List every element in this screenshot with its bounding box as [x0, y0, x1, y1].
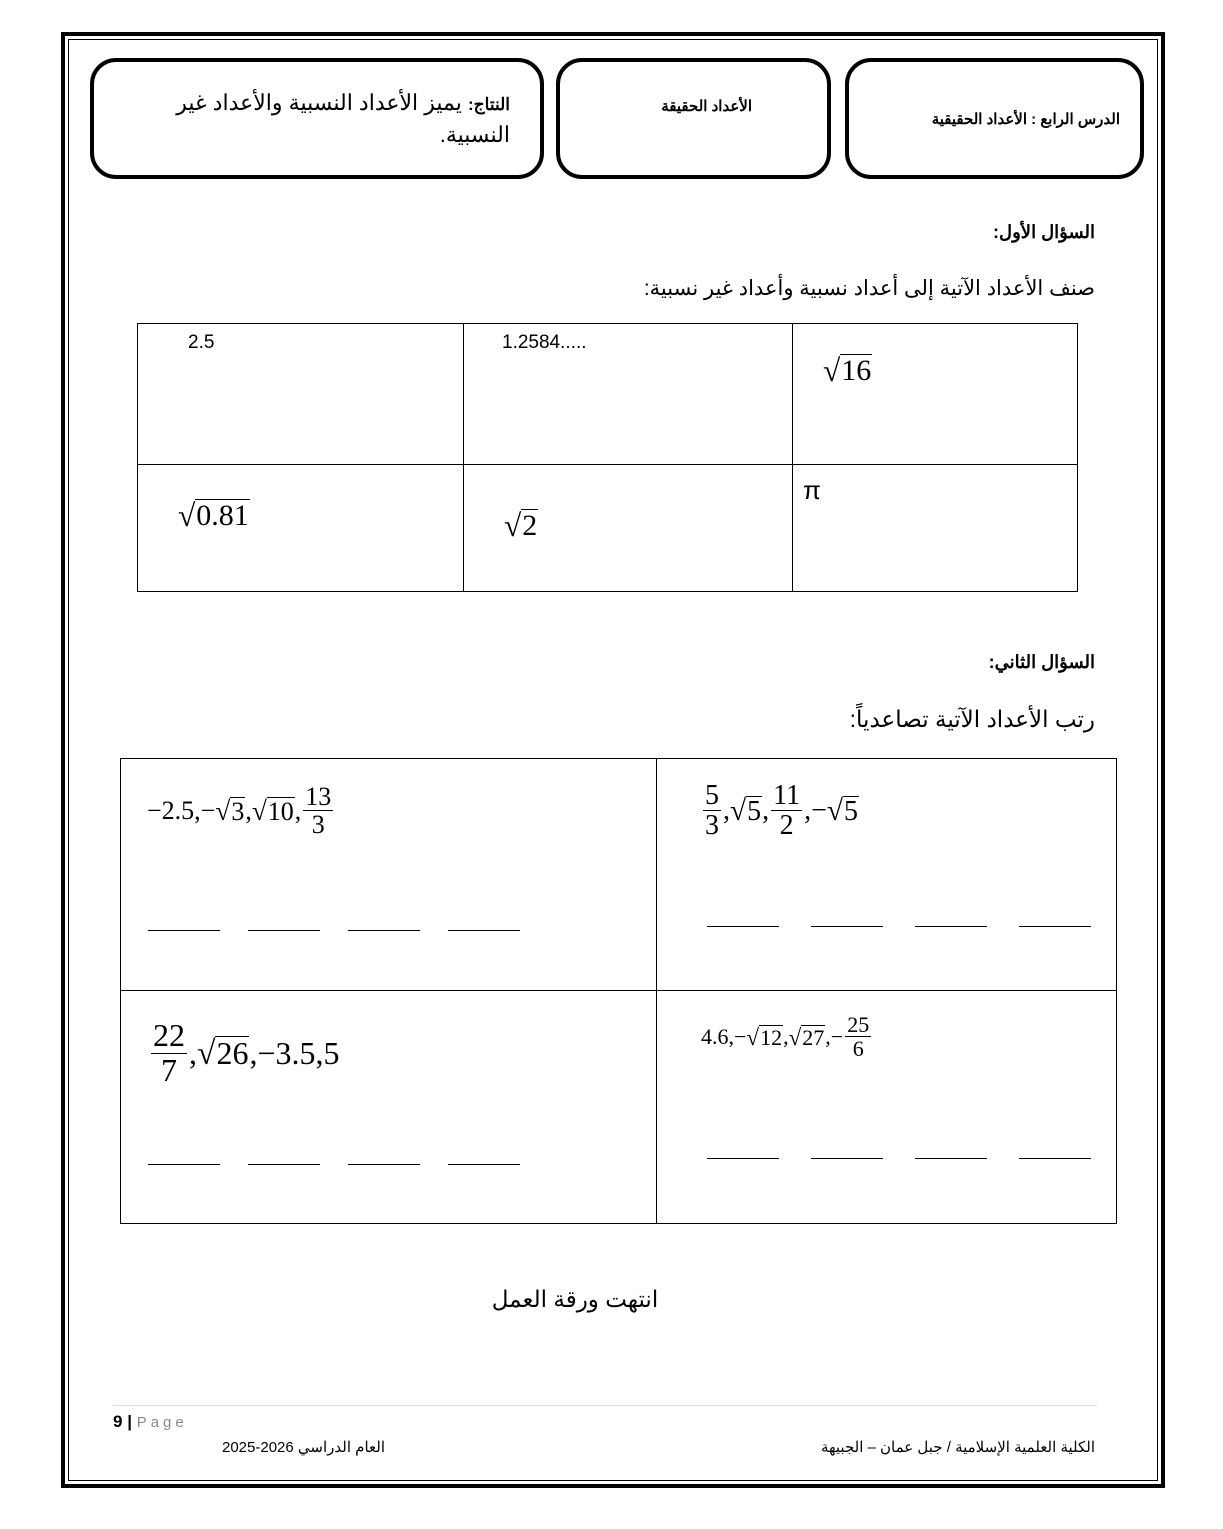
q1-cell — [138, 465, 464, 592]
blank[interactable] — [811, 1157, 883, 1159]
blank[interactable] — [248, 1163, 320, 1165]
fraction — [845, 1013, 871, 1060]
radical-icon: √ — [746, 1023, 760, 1050]
page-number: 9 — [113, 1412, 123, 1431]
math-text: , — [723, 794, 730, 826]
blank[interactable] — [915, 1157, 987, 1159]
outcome — [120, 88, 510, 150]
q1-cell — [464, 324, 793, 465]
outcome-box — [90, 58, 544, 179]
radicand: 12 — [760, 1024, 783, 1050]
q2-cell — [121, 991, 657, 1224]
academic-year: العام الدراسي 2026-2025 — [222, 1439, 386, 1456]
math-text: , — [245, 795, 252, 825]
math-text: ,− — [825, 1023, 844, 1049]
denominator: 3 — [705, 810, 719, 842]
denominator: 3 — [311, 810, 325, 840]
radical-icon: √ — [730, 794, 747, 827]
outcome-text: يميز الأعداد النسبية والأعداد غير النسبية. — [176, 90, 510, 147]
q2-instruction: رتب الأعداد الآتية تصاعدياً: — [849, 706, 1095, 732]
blank[interactable] — [148, 929, 220, 931]
q1-cell — [138, 324, 464, 465]
math-text: ,−3.5,5 — [249, 1034, 340, 1071]
math-text: , — [783, 1023, 789, 1049]
math-text: , — [294, 795, 302, 825]
blank[interactable] — [348, 1163, 420, 1165]
expression-set-1 — [147, 783, 335, 839]
answer-blanks — [707, 1157, 1091, 1159]
blank[interactable] — [348, 929, 420, 931]
blank[interactable] — [148, 1163, 220, 1165]
fraction — [151, 1019, 187, 1087]
answer-blanks — [148, 929, 520, 931]
q2-cell — [657, 991, 1117, 1224]
q1-cell — [793, 465, 1078, 592]
numerator: 5 — [705, 780, 719, 811]
fraction — [771, 781, 802, 841]
radical-icon: √ — [788, 1023, 802, 1050]
blank[interactable] — [1019, 925, 1091, 927]
outcome-label: النتاج: — [468, 95, 510, 114]
q2-heading: السؤال الثاني: — [988, 652, 1095, 672]
radicand: 5 — [844, 795, 859, 827]
expression-set-3 — [149, 1019, 339, 1087]
answer-blanks — [148, 1163, 520, 1165]
radical-icon: √ — [823, 353, 841, 388]
footer-divider — [113, 1405, 1097, 1406]
math-text: , — [189, 1034, 197, 1071]
blank[interactable] — [448, 1163, 520, 1165]
lesson-box — [845, 58, 1144, 179]
square-root — [215, 797, 245, 825]
blank[interactable] — [915, 925, 987, 927]
expression-set-2 — [701, 781, 859, 841]
square-root — [746, 1025, 783, 1049]
numerator: 22 — [153, 1017, 185, 1053]
college-name: الكلية العلمية الإسلامية / جبل عمان – الجبيهة — [820, 1439, 1095, 1456]
number-2-5: 2.5 — [188, 332, 215, 353]
denominator: 2 — [779, 810, 794, 842]
radicand: 27 — [802, 1024, 825, 1050]
denominator: 6 — [852, 1036, 864, 1062]
blank[interactable] — [1019, 1157, 1091, 1159]
numerator: 25 — [847, 1012, 870, 1037]
numerator: 11 — [773, 780, 801, 811]
math-text: ,− — [804, 794, 827, 826]
page-word: Page — [136, 1414, 188, 1431]
denominator: 7 — [161, 1051, 177, 1088]
answer-blanks — [707, 925, 1091, 927]
q1-heading: السؤال الأول: — [993, 222, 1095, 242]
radical-icon: √ — [197, 1034, 216, 1072]
blank[interactable] — [448, 929, 520, 931]
radicand: 26 — [216, 1034, 249, 1071]
number-1-2584: 1.2584..... — [502, 332, 587, 353]
page-label: 9 | Page — [113, 1412, 188, 1431]
math-text: −2.5,− — [147, 795, 216, 825]
numerator: 13 — [305, 782, 332, 811]
radical-icon: √ — [826, 794, 844, 827]
square-root — [789, 1025, 826, 1049]
blank[interactable] — [707, 925, 779, 927]
math-text: 4.6,− — [701, 1023, 747, 1049]
q2-cell — [657, 759, 1117, 991]
lesson-title: الدرس الرابع : الأعداد الحقيقية — [931, 111, 1120, 128]
blank[interactable] — [811, 925, 883, 927]
sqrt-16: √ 16 — [823, 353, 872, 388]
fraction — [703, 781, 721, 841]
q1-instruction: صنف الأعداد الآتية إلى أعداد نسبية وأعداد غير نسبية: — [643, 277, 1095, 300]
blank[interactable] — [707, 1157, 779, 1159]
math-text: , — [762, 794, 770, 826]
end-text: انتهت ورقة العمل — [491, 1286, 659, 1312]
square-root — [827, 796, 859, 826]
square-root — [730, 796, 762, 826]
expression-set-4 — [701, 1013, 873, 1060]
square-root — [252, 797, 295, 825]
unit-box — [556, 58, 831, 179]
pi-symbol: π — [803, 475, 821, 505]
q2-table — [120, 758, 1117, 1224]
radicand: 5 — [747, 795, 762, 827]
q1-cell — [793, 324, 1078, 465]
unit-title: الأعداد الحقيقة — [661, 98, 752, 115]
q2-cell — [121, 759, 657, 991]
blank[interactable] — [248, 929, 320, 931]
radical-icon: √ — [215, 795, 231, 826]
sqrt-2: √ 2 — [504, 508, 538, 543]
fraction — [303, 783, 333, 839]
square-root — [197, 1036, 249, 1071]
q1-cell — [464, 465, 793, 592]
radical-icon: √ — [251, 795, 267, 826]
sqrt-0-81: √ 0.81 — [178, 498, 249, 533]
q1-table — [137, 323, 1078, 592]
radicand: 10 — [267, 796, 294, 826]
radicand: 3 — [231, 796, 245, 826]
